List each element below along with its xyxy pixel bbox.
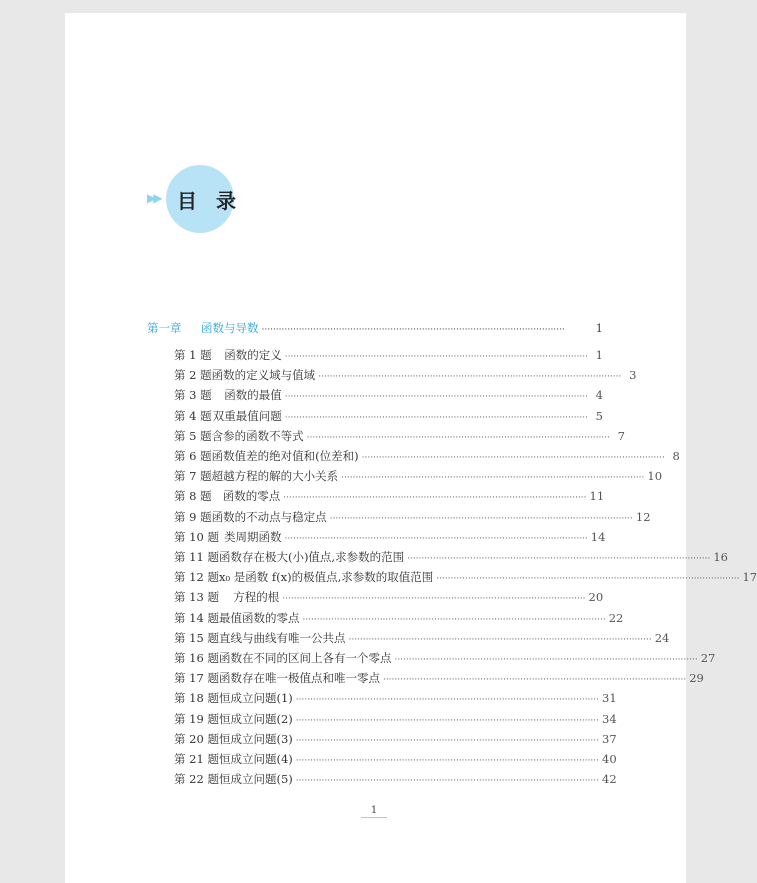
chapter-title: 函数与导数	[201, 321, 259, 335]
entry-title: 最值函数的零点	[218, 610, 300, 625]
toc-chapter-row[interactable]	[147, 320, 603, 336]
entry-number: 第 6 题	[174, 449, 212, 463]
entry-page: 4	[595, 388, 603, 403]
entry-title: 函数在不同的区间上各有一个零点	[218, 651, 392, 665]
entry-page: 16	[713, 550, 728, 564]
toc-entry-row[interactable]	[174, 448, 680, 464]
toc-title-badge	[147, 163, 267, 237]
entry-title: 恒成立问题(2)	[218, 711, 293, 726]
entry-title: 类周期函数	[224, 529, 282, 544]
entry-title: 恒成立问题(3)	[218, 731, 293, 746]
entry-page: 42	[602, 772, 617, 787]
entry-number: 第 16 题	[174, 651, 219, 665]
entry-page: 10	[647, 469, 663, 484]
dot-leader: ··········································································································	[318, 372, 622, 383]
entry-title: 函数的不动点与稳定点	[211, 509, 327, 524]
entry-page: 17	[742, 570, 757, 585]
dot-leader: ··········································································································	[302, 614, 606, 625]
toc-entry-row[interactable]	[174, 690, 617, 706]
entry-number: 第 14 题	[174, 610, 219, 625]
entry-number: 第 18 题	[174, 691, 219, 706]
toc-entry-row[interactable]	[174, 529, 606, 545]
entry-page: 3	[629, 368, 637, 383]
toc-entry-row[interactable]	[174, 650, 716, 666]
entry-number: 第 2 题	[174, 368, 212, 383]
dot-leader: ··········································································································	[295, 735, 599, 746]
entry-title: x₀ 是函数 f(x)的极值点,求参数的取值范围	[218, 570, 434, 585]
dot-leader: ··········································································································	[329, 513, 633, 524]
dot-leader: ··········································································································	[295, 695, 599, 706]
dot-leader: ··········································································································	[282, 594, 586, 605]
entry-number: 第 7 题	[174, 469, 212, 484]
toc-entry-row[interactable]	[174, 731, 617, 747]
entry-page: 22	[608, 610, 624, 625]
entry-title: 含参的函数不等式	[211, 428, 304, 443]
chapter-page: 1	[595, 321, 603, 335]
entry-number: 第 21 题	[174, 752, 219, 766]
entry-number: 第 22 题	[174, 772, 219, 787]
dot-leader: ··········································································································	[284, 412, 588, 423]
chapter-label: 第一章	[147, 321, 182, 335]
entry-number: 第 8 题	[174, 489, 212, 504]
entry-number: 第 3 题	[174, 388, 212, 403]
entry-page: 31	[602, 691, 617, 706]
entry-title: 直线与曲线有唯一公共点	[218, 630, 346, 645]
entry-title: 函数存在极大(小)值点,求参数的范围	[218, 550, 405, 564]
toc-entry-row[interactable]	[174, 428, 625, 444]
dot-leader: ··········································································································	[382, 675, 687, 686]
toc-entry-row[interactable]	[174, 751, 617, 767]
entry-number: 第 17 题	[174, 671, 219, 686]
entry-number: 第 11 题	[174, 550, 219, 564]
entry-title: 函数存在唯一极值点和唯一零点	[218, 671, 380, 686]
dot-leader: ··········································································································	[284, 392, 588, 403]
dot-leader: ··········································································································	[394, 655, 698, 665]
dot-leader: ··········································································································	[295, 776, 599, 787]
entry-title: 函数的定义	[224, 348, 282, 362]
page-number-underline	[361, 817, 387, 818]
entry-number: 第 15 题	[174, 630, 219, 645]
dot-leader: ··········································································································	[341, 473, 645, 484]
dot-leader: ··········································································································	[284, 352, 588, 362]
entry-title: 恒成立问题(5)	[218, 772, 293, 787]
entry-number: 第 20 题	[174, 731, 219, 746]
entry-title: 方程的根	[233, 590, 280, 605]
entry-page: 12	[635, 509, 651, 524]
dot-leader: ··········································································································	[348, 634, 652, 645]
entry-number: 第 19 题	[174, 711, 219, 726]
toc-entry-row[interactable]	[174, 408, 603, 424]
toc-entry-row[interactable]	[174, 670, 704, 686]
entry-number: 第 12 题	[174, 570, 219, 585]
entry-title: 函数的零点	[222, 489, 281, 504]
entry-title: 双重最值问题	[212, 408, 282, 423]
dot-leader: ··········································································································	[295, 756, 599, 766]
toc-entry-row[interactable]	[174, 610, 624, 626]
toc-entry-row[interactable]	[174, 569, 757, 585]
dot-leader: ··········································································································	[261, 325, 565, 335]
toc-entry-row[interactable]	[174, 549, 728, 565]
toc-entry-row[interactable]	[174, 367, 637, 383]
entry-title: 函数值差的绝对值和(位差和)	[211, 449, 359, 463]
dot-leader: ··········································································································	[284, 533, 588, 544]
entry-title: 恒成立问题(1)	[218, 691, 293, 706]
entry-page: 27	[700, 651, 716, 665]
entry-title: 恒成立问题(4)	[218, 752, 293, 766]
dot-leader: ··········································································································	[295, 715, 599, 726]
toc-entry-row[interactable]	[174, 589, 603, 605]
page-number: 1	[370, 805, 378, 816]
dot-leader: ··········································································································	[407, 554, 711, 564]
toc-entry-row[interactable]	[174, 711, 617, 727]
entry-number: 第 10 题	[174, 529, 219, 544]
dot-leader: ··········································································································	[436, 574, 740, 585]
entry-number: 第 1 题	[174, 348, 212, 362]
toc-entry-row[interactable]	[174, 771, 617, 787]
toc-entry-row[interactable]	[174, 509, 651, 525]
toc-entry-row[interactable]	[174, 468, 663, 484]
entry-page: 20	[588, 590, 604, 605]
toc-entry-row[interactable]	[174, 488, 603, 504]
entry-title: 函数的定义域与值域	[211, 368, 316, 383]
entry-page: 40	[602, 752, 617, 766]
entry-page: 7	[617, 428, 625, 443]
toc-entry-row[interactable]	[174, 387, 603, 403]
entry-number: 第 5 题	[174, 428, 212, 443]
toc-entry-row[interactable]	[174, 347, 603, 363]
entry-page: 11	[589, 489, 605, 504]
entry-page: 5	[595, 408, 603, 423]
dot-leader: ··········································································································	[361, 453, 665, 463]
entry-number: 第 13 题	[174, 590, 219, 605]
entry-number: 第 4 题	[174, 408, 212, 423]
entry-page: 29	[689, 671, 704, 686]
entry-page: 37	[602, 731, 617, 746]
toc-entry-row[interactable]	[174, 630, 670, 646]
dot-leader: ··········································································································	[283, 493, 587, 504]
entry-page: 8	[672, 449, 680, 463]
entry-page: 34	[602, 711, 617, 726]
entry-page: 24	[654, 630, 670, 645]
entry-title: 函数的最值	[224, 388, 282, 403]
dot-leader: ··········································································································	[306, 432, 610, 443]
entry-page: 1	[595, 348, 603, 362]
page-title: 目 录	[177, 189, 242, 213]
entry-number: 第 9 题	[174, 509, 212, 524]
entry-title: 超越方程的解的大小关系	[211, 469, 339, 484]
document-page	[65, 13, 757, 883]
double-arrow-icon: ▶▶	[147, 191, 160, 205]
entry-page: 14	[590, 529, 606, 544]
